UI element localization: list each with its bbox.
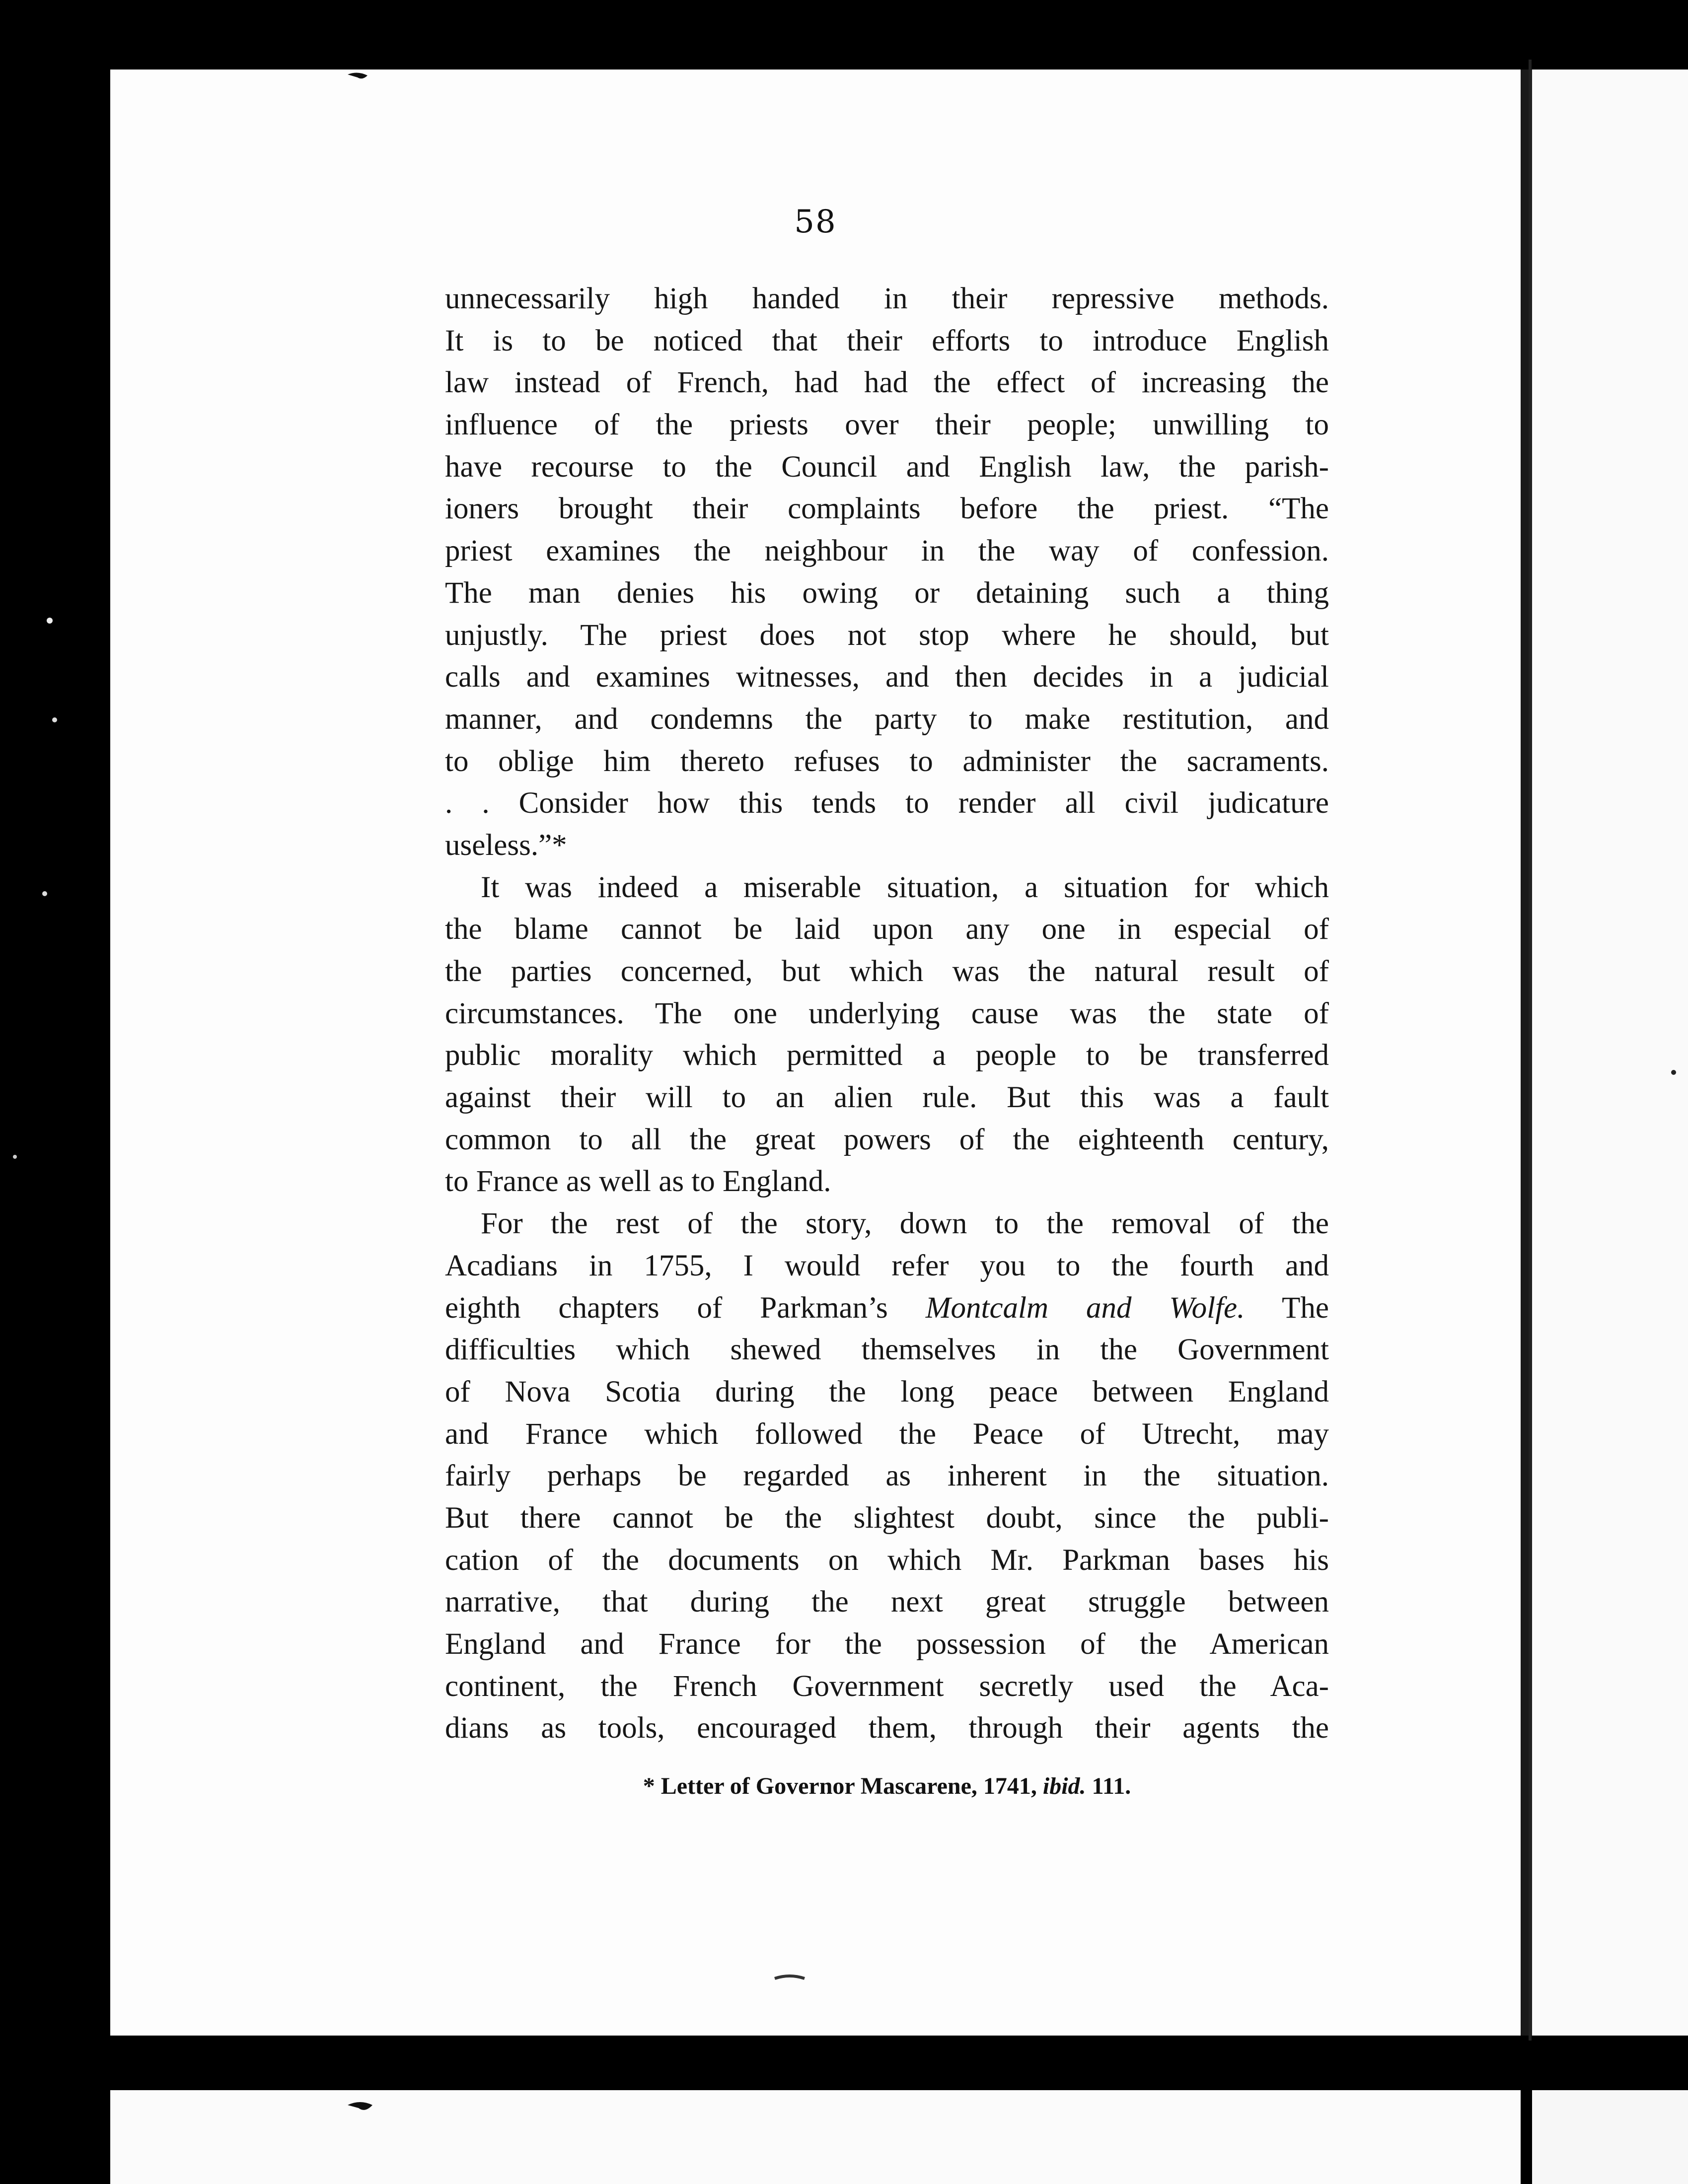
speck-right xyxy=(1671,1070,1676,1075)
text-line: common to all the great powers of the eighteenth century, xyxy=(445,1123,1329,1156)
text-line: useless.”* xyxy=(445,828,567,862)
text-line: It was indeed a miserable situation, a situation for which xyxy=(481,870,1329,904)
text-line: of Nova Scotia during the long peace between England xyxy=(445,1375,1329,1409)
text-line: But there cannot be the slightest doubt, since the publi- xyxy=(445,1501,1329,1535)
text-line: ioners brought their complaints before the priest. “The xyxy=(445,492,1329,526)
page-number: 58 xyxy=(794,204,837,240)
text-line xyxy=(445,1287,1329,1330)
text-line: The man denies his owing or detaining such a thing xyxy=(445,576,1329,610)
text-line: to oblige him thereto refuses to administer the sacraments. xyxy=(445,744,1329,778)
body-text xyxy=(445,278,1329,1750)
book-title: Montcalm and Wolfe. xyxy=(925,1291,1245,1325)
text-line: against their will to an alien rule. But this was a fault xyxy=(445,1081,1329,1115)
text-line: cation of the documents on which Mr. Parkman bases his xyxy=(445,1543,1329,1577)
text-line: dians as tools, encouraged them, through their agents the xyxy=(445,1711,1329,1745)
footnote xyxy=(445,1772,1329,1800)
footnote-ibid: ibid. xyxy=(1042,1773,1086,1799)
text-line: . . Consider how this tends to render all civil judicature xyxy=(445,786,1329,820)
text-line: fairly perhaps be regarded as inherent in the situation. xyxy=(445,1459,1329,1493)
text-line: priest examines the neighbour in the way of confession. xyxy=(445,534,1329,568)
text-line: circumstances. The one underlying cause was the state of xyxy=(445,996,1329,1030)
text-line: law instead of French, had had the effect of increasing the xyxy=(445,366,1329,400)
text-line: public morality which permitted a people to be transferred xyxy=(445,1039,1329,1072)
text-line: difficulties which shewed themselves in the Government xyxy=(445,1333,1329,1367)
text-line: and France which followed the Peace of Utrecht, may xyxy=(445,1417,1329,1451)
text-line: Acadians in 1755, I would refer you to the fourth and xyxy=(445,1249,1329,1282)
speck-lower xyxy=(775,1976,805,1978)
speck-left-2 xyxy=(52,717,57,722)
text-line: have recourse to the Council and English law, the parish- xyxy=(445,450,1329,484)
text-line: For the rest of the story, down to the removal of the xyxy=(481,1207,1329,1241)
text-line: manner, and condemns the party to make restitution, and xyxy=(445,702,1329,736)
text-line: to France as well as to England. xyxy=(445,1165,831,1198)
text-line: It is to be noticed that their efforts to introduce English xyxy=(445,324,1329,357)
speck-left-1 xyxy=(47,618,53,624)
speck-top xyxy=(348,72,367,78)
text-line: continent, the French Government secretly used the Aca- xyxy=(445,1669,1329,1703)
text-line: unjustly. The priest does not stop where he should, but xyxy=(445,618,1329,652)
text-line: influence of the priests over their people; unwilling to xyxy=(445,408,1329,442)
text-line-segment: The xyxy=(1245,1291,1329,1325)
speck-left-4 xyxy=(13,1155,17,1159)
text-line: calls and examines witnesses, and then decides in a judicial xyxy=(445,660,1329,694)
text-line: the blame cannot be laid upon any one in especial of xyxy=(445,913,1329,946)
text-line: the parties concerned, but which was the natural result of xyxy=(445,955,1329,988)
text-line-segment: eighth chapters of Parkman’s xyxy=(445,1291,926,1325)
footnote-page: 111. xyxy=(1086,1773,1131,1799)
text-line: England and France for the possession of the American xyxy=(445,1627,1329,1661)
text-line: unnecessarily high handed in their repressive methods. xyxy=(445,282,1329,315)
footnote-text: * Letter of Governor Mascarene, 1741, xyxy=(643,1773,1043,1799)
text-line: narrative, that during the next great struggle between xyxy=(445,1585,1329,1619)
speck-bottom xyxy=(348,2102,372,2110)
speck-left-3 xyxy=(42,891,47,896)
